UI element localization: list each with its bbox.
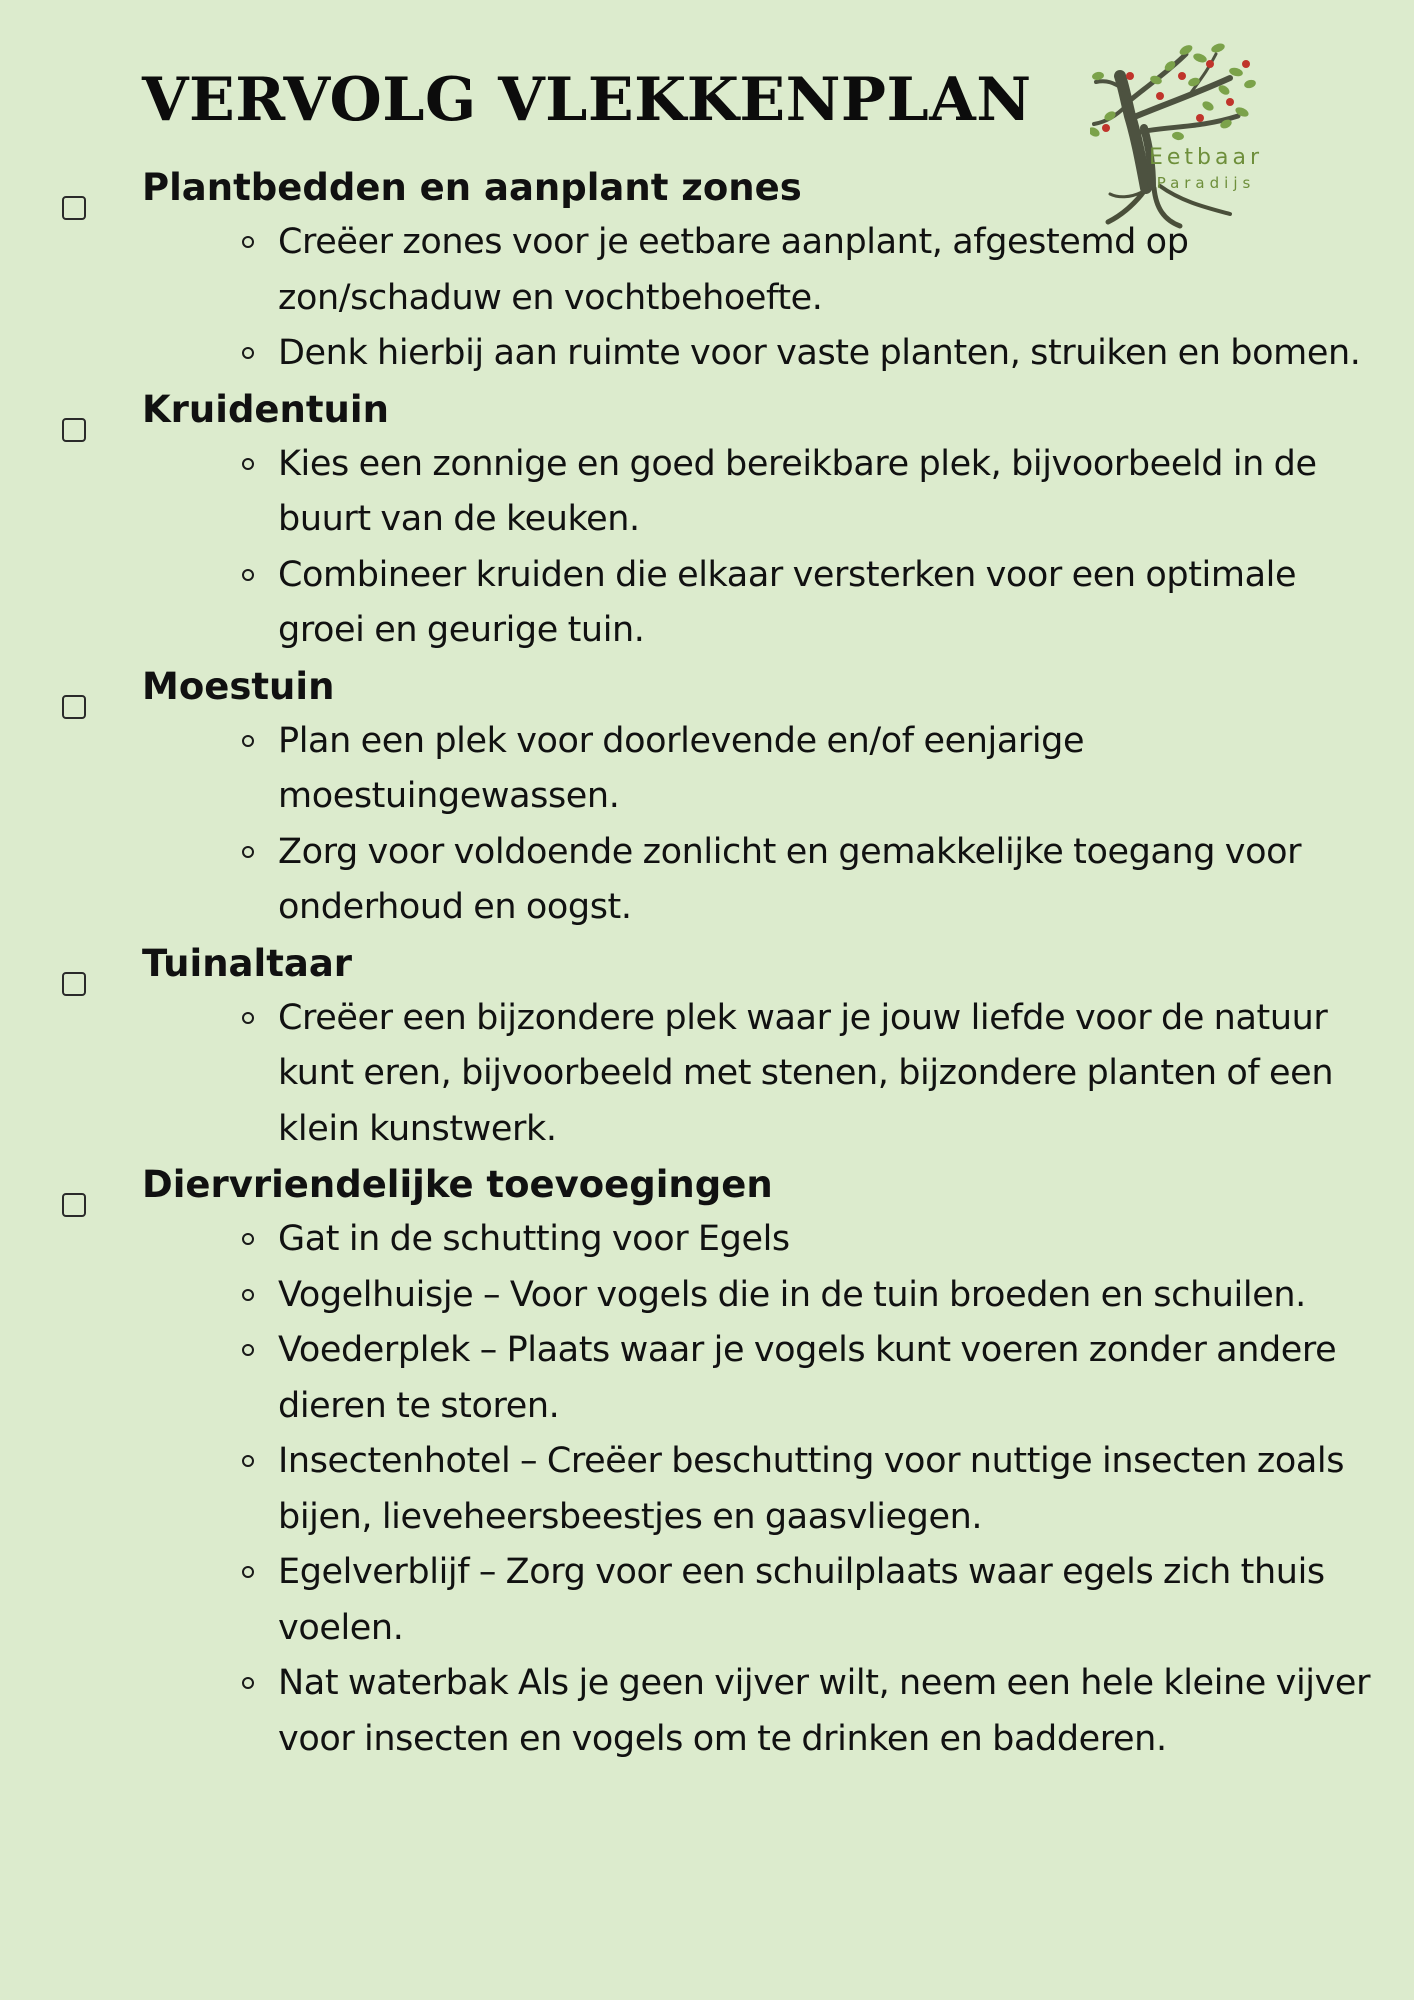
list-item [0, 326, 1414, 382]
list-item-text: Kies een zonnige en goed bereikbare plek, bijvoorbeeld in de buurt van de keuken. [278, 443, 1317, 539]
bullet-circle-icon [242, 458, 254, 470]
list-item [0, 437, 1414, 548]
list-item [0, 215, 1414, 326]
bullet-list [0, 1212, 1414, 1767]
section-title: Diervriendelijke toevoegingen [142, 1163, 773, 1206]
bullet-circle-icon [242, 1677, 254, 1689]
bullet-circle-icon [242, 1455, 254, 1467]
section-title: Tuinaltaar [142, 941, 353, 985]
list-item-text: Egelverblijf – Zorg voor een schuilplaats waar egels zich thuis voelen. [278, 1552, 1325, 1648]
list-item-text: Gat in de schutting voor Egels [278, 1219, 790, 1259]
page-title: VERVOLG VLEKKENPLAN [142, 65, 1032, 135]
list-item [0, 1268, 1414, 1324]
list-item [0, 1656, 1414, 1767]
bullet-circle-icon [242, 1233, 254, 1245]
section-title: Kruidentuin [142, 387, 389, 431]
bullet-circle-icon [242, 569, 254, 581]
bullet-circle-icon [242, 1566, 254, 1578]
bullet-circle-icon [242, 846, 254, 858]
checklist-section [0, 659, 1414, 936]
list-item [0, 991, 1414, 1158]
checklist [0, 160, 1414, 1767]
list-item-text: Creëer een bijzondere plek waar je jouw liefde voor de natuur kunt eren, bijvoorbeeld met stenen, bijzondere planten of een klein kunstwerk. [278, 997, 1334, 1149]
bullet-circle-icon [242, 735, 254, 747]
list-item [0, 825, 1414, 936]
section-title: Plantbedden en aanplant zones [142, 166, 802, 209]
list-item-text: Insectenhotel – Creëer beschutting voor nuttige insecten zoals bijen, lieveheersbeestjes en gaasvliegen. [278, 1441, 1345, 1537]
list-item [0, 548, 1414, 659]
list-item-text: Vogelhuisje – Voor vogels die in de tuin broeden en schuilen. [278, 1274, 1306, 1315]
list-item-text: Plan een plek voor doorlevende en/of eenjarige moestuingewassen. [278, 720, 1085, 816]
list-item [0, 1212, 1414, 1268]
list-item-text: Creëer zones voor je eetbare aanplant, afgestemd op zon/schaduw en vochtbehoefte. [278, 222, 1189, 318]
checklist-section [0, 936, 1414, 1158]
logo-name-line1: Eetbaar [1148, 145, 1264, 170]
bullet-circle-icon [242, 1012, 254, 1024]
section-title: Moestuin [142, 664, 335, 708]
list-item-text: Combineer kruiden die elkaar versterken voor een optimale groei en geurige tuin. [278, 554, 1297, 650]
bullet-circle-icon [242, 236, 254, 248]
bullet-circle-icon [242, 1344, 254, 1356]
list-item [0, 714, 1414, 825]
list-item [0, 1323, 1414, 1434]
bullet-list [0, 714, 1414, 936]
bullet-list [0, 991, 1414, 1158]
bullet-list [0, 437, 1414, 659]
bullet-circle-icon [242, 1289, 254, 1301]
list-item [0, 1545, 1414, 1656]
list-item-text: Zorg voor voldoende zonlicht en gemakkelijke toegang voor onderhoud en oogst. [278, 831, 1302, 927]
bullet-circle-icon [242, 347, 254, 359]
bullet-list [0, 215, 1414, 382]
logo-name-line2: Paradijs [1156, 174, 1256, 192]
checklist-section [0, 1157, 1414, 1767]
checklist-section [0, 160, 1414, 382]
list-item-text: Nat waterbak Als je geen vijver wilt, neem een hele kleine vijver voor insecten en vogels om te drinken en badderen. [278, 1663, 1371, 1759]
list-item-text: Voederplek – Plaats waar je vogels kunt voeren zonder andere dieren te storen. [278, 1330, 1337, 1426]
checklist-section [0, 382, 1414, 659]
list-item [0, 1434, 1414, 1545]
list-item-text: Denk hierbij aan ruimte voor vaste planten, struiken en bomen. [278, 333, 1361, 373]
